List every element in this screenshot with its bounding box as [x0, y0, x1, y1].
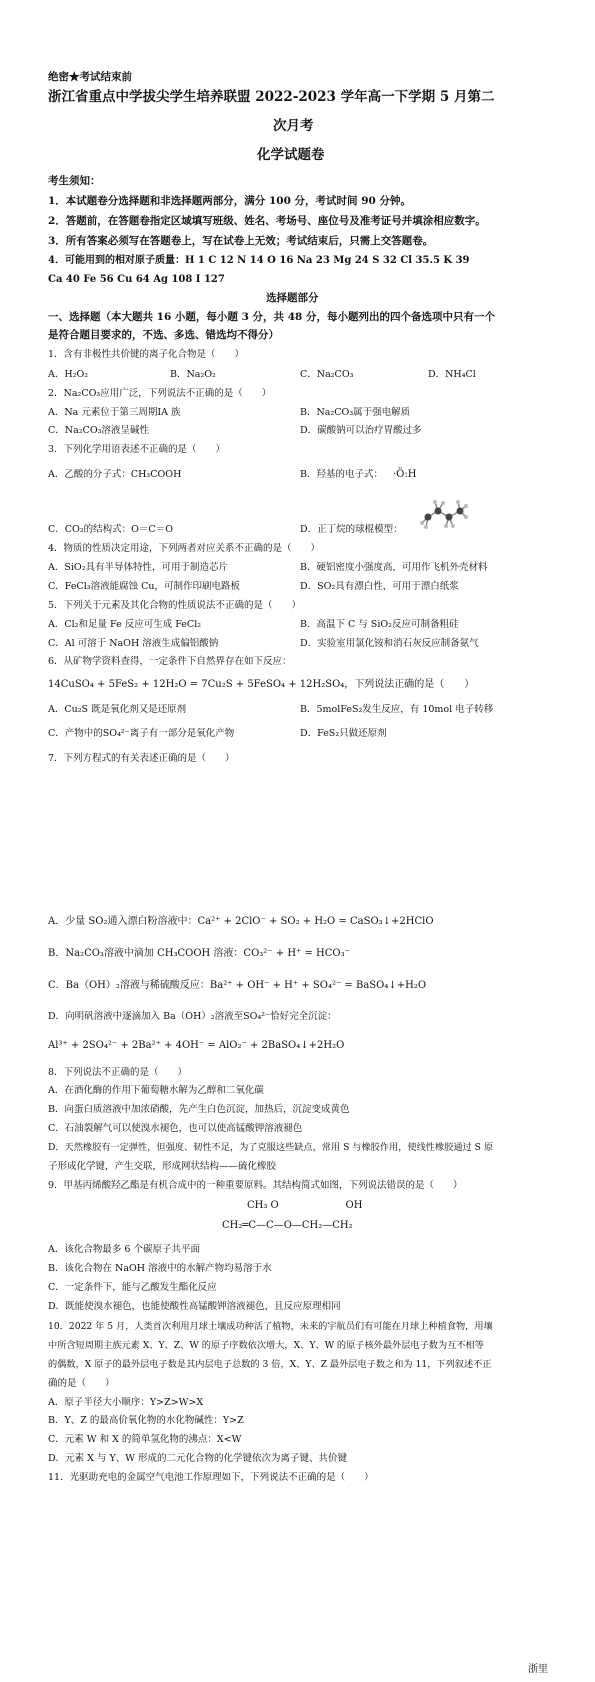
q5-option-c: C．Al 可溶于 NaOH 溶液生成偏铝酸钠 — [48, 638, 219, 649]
q9-structure-top: CH₃ O OH — [247, 1200, 363, 1211]
q9-structure-main: CH₂═C—C—O—CH₂—CH₂ — [222, 1220, 353, 1231]
secret-label: 绝密★考试结束前 — [48, 71, 132, 83]
q1-option-d: D．NH₄Cl — [428, 369, 476, 380]
q4-stem: 4．物质的性质决定用途，下列两者对应关系不正确的是（ ） — [48, 543, 321, 554]
q8-option-b: B．向蛋白质溶液中加浓硝酸，先产生白色沉淀，加热后，沉淀变成黄色 — [48, 1104, 350, 1115]
q11-stem: 11．光驱助充电的金属空气电池工作原理如下，下列说法不正确的是（ ） — [48, 1472, 374, 1483]
q7-option-b: B．Na₂CO₃溶液中滴加 CH₃COOH 溶液：CO₃²⁻ + H⁺ = HCO₃⁻ — [48, 948, 350, 959]
q8-option-a: A．在酒化酶的作用下葡萄糖水解为乙醇和二氧化碳 — [48, 1085, 264, 1096]
q6-option-b: B．5molFeS₂发生反应，有 10mol 电子转移 — [300, 704, 494, 715]
q4-option-d: D．SO₂具有漂白性，可用于漂白纸浆 — [300, 581, 459, 592]
notice-heading: 考生须知： — [48, 175, 101, 187]
section-intro-line1: 一、选择题（本大题共 16 小题，每小题 3 分，共 48 分，每小题列出的四个备选项中只有一个 — [48, 311, 495, 323]
hydroxyl-electron-formula: ·Ö:H — [393, 469, 417, 480]
notice-item-1: 1．本试题卷分选择题和非选择题两部分，满分 100 分，考试时间 90 分钟。 — [48, 195, 411, 207]
q2-option-c: C．Na₂CO₃溶液呈碱性 — [48, 425, 149, 436]
footer-watermark: 浙里 — [528, 1664, 548, 1675]
q7-option-a: A．少量 SO₂通入漂白粉溶液中：Ca²⁺ + 2ClO⁻ + SO₂ + H₂O = CaSO₃↓+2HClO — [48, 916, 434, 927]
exam-subtitle: 化学试题卷 — [257, 147, 325, 163]
section-heading: 选择题部分 — [266, 292, 319, 304]
q10-option-d: D．元素 X 与 Y、W 形成的二元化合物的化学键依次为离子键、共价键 — [48, 1453, 347, 1464]
q6-equation: 14CuSO₄ + 5FeS₂ + 12H₂O = 7Cu₂S + 5FeSO₄ + 12H₂SO₄，下列说法正确的是（ ） — [48, 679, 475, 690]
notice-item-4-cont: Ca 40 Fe 56 Cu 64 Ag 108 I 127 — [48, 274, 225, 285]
q9-option-a: A．该化合物最多 6 个碳原子共平面 — [48, 1244, 200, 1255]
q7-option-d-equation: Al³⁺ + 2SO₄²⁻ + 2Ba²⁺ + 4OH⁻ = AlO₂⁻ + 2BaSO₄↓+2H₂O — [48, 1040, 345, 1051]
q9-stem: 9．甲基丙烯酸羟乙酯是有机合成中的一种重要原料。其结构简式如图，下列说法错误的是（ ） — [48, 1180, 463, 1191]
q3-option-c: C．CO₂的结构式：O＝C＝O — [48, 524, 173, 535]
q2-option-a: A．Na 元素位于第三周期ⅠA 族 — [48, 407, 181, 418]
q5-option-a: A．Cl₂和足量 Fe 反应可生成 FeCl₂ — [48, 619, 202, 630]
q9-option-b: B．该化合物在 NaOH 溶液中的水解产物均易溶于水 — [48, 1263, 272, 1274]
q9-option-d: D．既能使溴水褪色，也能使酸性高锰酸钾溶液褪色，且反应原理相同 — [48, 1301, 341, 1312]
q5-option-b: B．高温下 C 与 SiO₂反应可制备粗硅 — [300, 619, 459, 630]
q7-option-c: C．Ba（OH）₂溶液与稀硫酸反应：Ba²⁺ + OH⁻ + H⁺ + SO₄²⁻ = BaSO₄↓+H₂O — [48, 980, 427, 991]
q6-option-d: D．FeS₂只做还原剂 — [300, 728, 387, 739]
q10-stem-line4: 确的是（ ） — [48, 1378, 115, 1389]
q6-option-c: C．产物中的SO₄²⁻离子有一部分是氧化产物 — [48, 728, 235, 739]
q10-option-b: B．Y、Z 的最高价氧化物的水化物碱性：Y>Z — [48, 1415, 244, 1426]
q10-stem-line1: 10．2022 年 5 月，人类首次利用月球土壤成功种活了植物，未来的宇航员们有可能在月球上种植食物，用壤 — [48, 1321, 493, 1332]
q3-option-b: B．羟基的电子式： — [300, 469, 383, 480]
q5-stem: 5．下列关于元素及其化合物的性质说法不正确的是（ ） — [48, 600, 302, 611]
q10-stem-line3: 的偶数，X 原子的最外层电子数是其内层电子总数的 3 倍，X、Y、Z 最外层电子数之和为 11，下列叙述不正 — [48, 1359, 492, 1370]
q9-option-c: C．一定条件下，能与乙酸发生酯化反应 — [48, 1282, 217, 1293]
q3-option-a: A．乙酸的分子式：CH₃COOH — [48, 469, 182, 480]
q2-option-b: B．Na₂CO₃属于强电解质 — [300, 407, 411, 418]
q10-option-c: C．元素 W 和 X 的简单氢化物的沸点：X<W — [48, 1434, 242, 1445]
q8-option-d-line1: D．天然橡胶有一定弹性，但强度、韧性不足，为了克服这些缺点，常用 S 与橡胶作用，使线性橡胶通过 S 原 — [48, 1142, 494, 1153]
q4-option-b: B．硬铝密度小强度高，可用作飞机外壳材料 — [300, 562, 488, 573]
q7-stem: 7．下列方程式的有关表述正确的是（ ） — [48, 753, 235, 764]
q5-option-d: D．实验室用氯化铵和消石灰反应制备氨气 — [300, 638, 479, 649]
q1-option-b: B．Na₂O₂ — [170, 369, 216, 380]
q8-option-c: C．石油裂解气可以使溴水褪色，也可以使高锰酸钾溶液褪色 — [48, 1123, 303, 1134]
q8-option-d-line2: 子形成化学键，产生交联，形成网状结构——硫化橡胶 — [48, 1161, 277, 1172]
q3-option-d: D．正丁烷的球棍模型： — [300, 524, 403, 535]
q3-stem: 3．下列化学用语表述不正确的是（ ） — [48, 444, 226, 455]
q6-option-a: A．Cu₂S 既是氧化剂又是还原剂 — [48, 704, 187, 715]
notice-item-4: 4．可能用到的相对原子质量：H 1 C 12 N 14 O 16 Na 23 Mg 24 S 32 Cl 35.5 K 39 — [48, 255, 470, 266]
q1-option-c: C．Na₂CO₃ — [300, 369, 354, 380]
q7-option-d: D．向明矾溶液中逐滴加入 Ba（OH）₂溶液至SO₄²⁻恰好完全沉淀： — [48, 1011, 337, 1022]
q6-stem: 6．从矿物学资料查得，一定条件下自然界存在如下反应： — [48, 656, 292, 667]
notice-item-3: 3．所有答案必须写在答题卷上，写在试卷上无效；考试结束后，只需上交答题卷。 — [48, 235, 434, 247]
q1-option-a: A．H₂O₂ — [48, 369, 89, 380]
q1-stem: 1．含有非极性共价键的离子化合物是（ ） — [48, 349, 245, 360]
q2-option-d: D．碳酸钠可以治疗胃酸过多 — [300, 425, 422, 436]
q2-stem: 2．Na₂CO₃应用广泛，下列说法不正确的是（ ） — [48, 388, 272, 399]
q4-option-c: C．FeCl₃溶液能腐蚀 Cu，可制作印刷电路板 — [48, 581, 240, 592]
q10-stem-line2: 中所含短周期主族元素 X、Y、Z、W 的原子序数依次增大，X、Y、W 的原子核外最外层电子数为互不相等 — [48, 1340, 484, 1351]
section-intro-line2: 是符合题目要求的，不选、多选、错选均不得分） — [48, 329, 279, 341]
q4-option-a: A．SiO₂具有半导体特性，可用于制造芯片 — [48, 562, 229, 573]
notice-item-2: 2．答题前，在答题卷指定区域填写班级、姓名、考场号、座位号及准考证号并填涂相应数字。 — [48, 215, 486, 227]
exam-title-line2: 次月考 — [273, 118, 314, 134]
q10-option-a: A．原子半径大小顺序：Y>Z>W>X — [48, 1397, 204, 1408]
q8-stem: 8．下列说法不正确的是（ ） — [48, 1067, 188, 1078]
butane-ball-stick-model-icon — [418, 497, 470, 531]
exam-title-line1: 浙江省重点中学拔尖学生培养联盟 2022-2023 学年高一下学期 5 月第二 — [48, 89, 495, 105]
